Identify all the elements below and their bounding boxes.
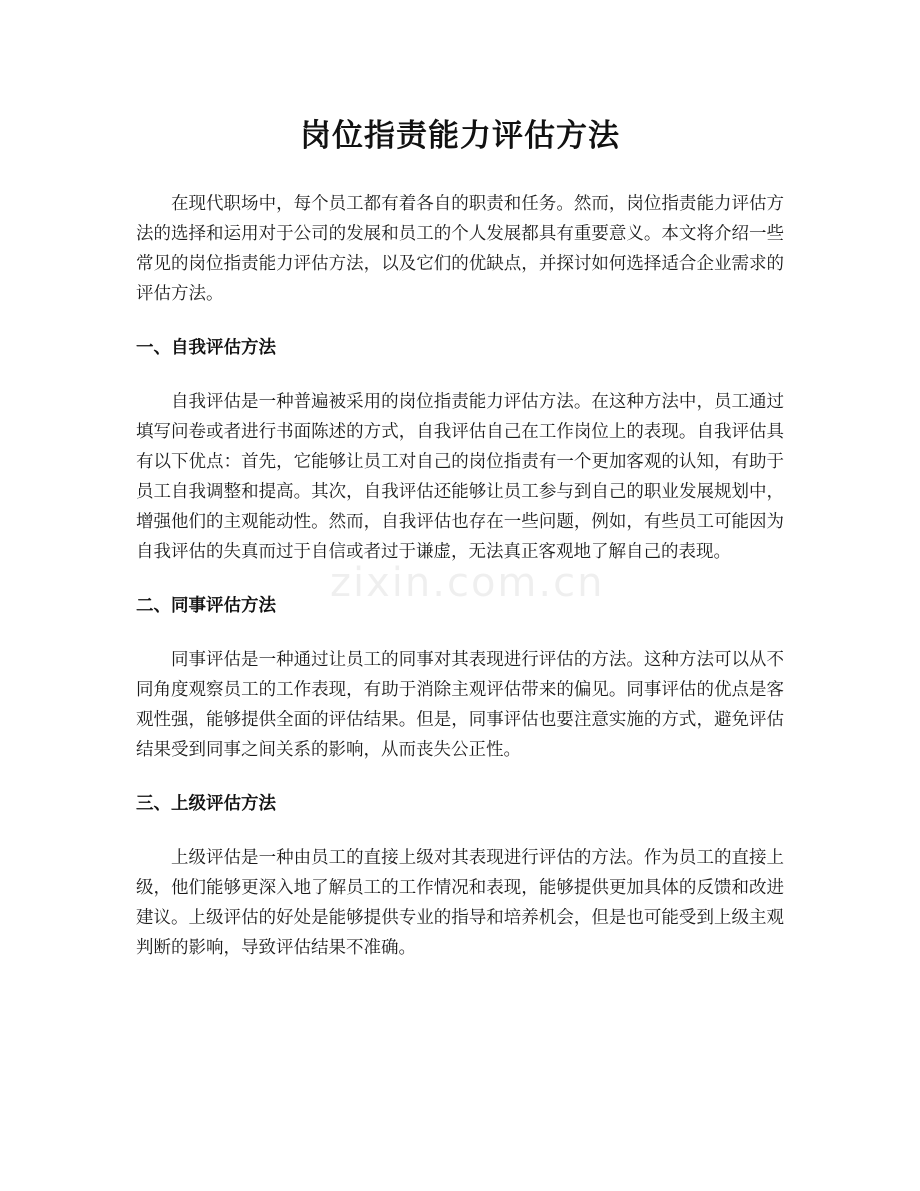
- section-supervisor-assessment: [136, 789, 784, 963]
- section-paragraph: 同事评估是一种通过让员工的同事对其表现进行评估的方法。这种方法可以从不同角度观察员工的工作表现，有助于消除主观评估带来的偏见。同事评估的优点是客观性强，能够提供全面的评估结果。但是，同事评估也要注意实施的方式，避免评估结果受到同事之间关系的影响，从而丧失公正性。: [136, 650, 784, 760]
- section-paragraph: 上级评估是一种由员工的直接上级对其表现进行评估的方法。作为员工的直接上级，他们能够更深入地了解员工的工作情况和表现，能够提供更加具体的反馈和改进建议。上级评估的好处是能够提供专业的指导和培养机会，但是也可能受到上级主观判断的影响，导致评估结果不准确。: [136, 848, 784, 958]
- section-self-assessment: [136, 333, 784, 567]
- document-title: 岗位指责能力评估方法: [300, 118, 620, 154]
- section-heading: 三、上级评估方法: [136, 794, 276, 814]
- intro-paragraph: 在现代职场中，每个员工都有着各自的职责和任务。然而，岗位指责能力评估方法的选择和运用对于公司的发展和员工的个人发展都具有重要意义。本文将介绍一些常见的岗位指责能力评估方法，以及它们的优缺点，并探讨如何选择适合企业需求的评估方法。: [136, 194, 784, 304]
- watermark-text: zixin.com.cn: [330, 560, 605, 606]
- section-heading: 二、同事评估方法: [136, 596, 276, 616]
- section-paragraph: 自我评估是一种普遍被采用的岗位指责能力评估方法。在这种方法中，员工通过填写问卷或者进行书面陈述的方式，自我评估自己在工作岗位上的表现。自我评估具有以下优点：首先，它能够让员工对自己的岗位指责有一个更加客观的认知，有助于员工自我调整和提高。其次，自我评估还能够让员工参与到自己的职业发展规划中，增强他们的主观能动性。然而，自我评估也存在一些问题，例如，有些员工可能因为自我评估的失真而过于自信或者过于谦虚，无法真正客观地了解自己的表现。: [136, 392, 784, 562]
- section-heading: 一、自我评估方法: [136, 338, 276, 358]
- section-peer-assessment: [136, 591, 784, 765]
